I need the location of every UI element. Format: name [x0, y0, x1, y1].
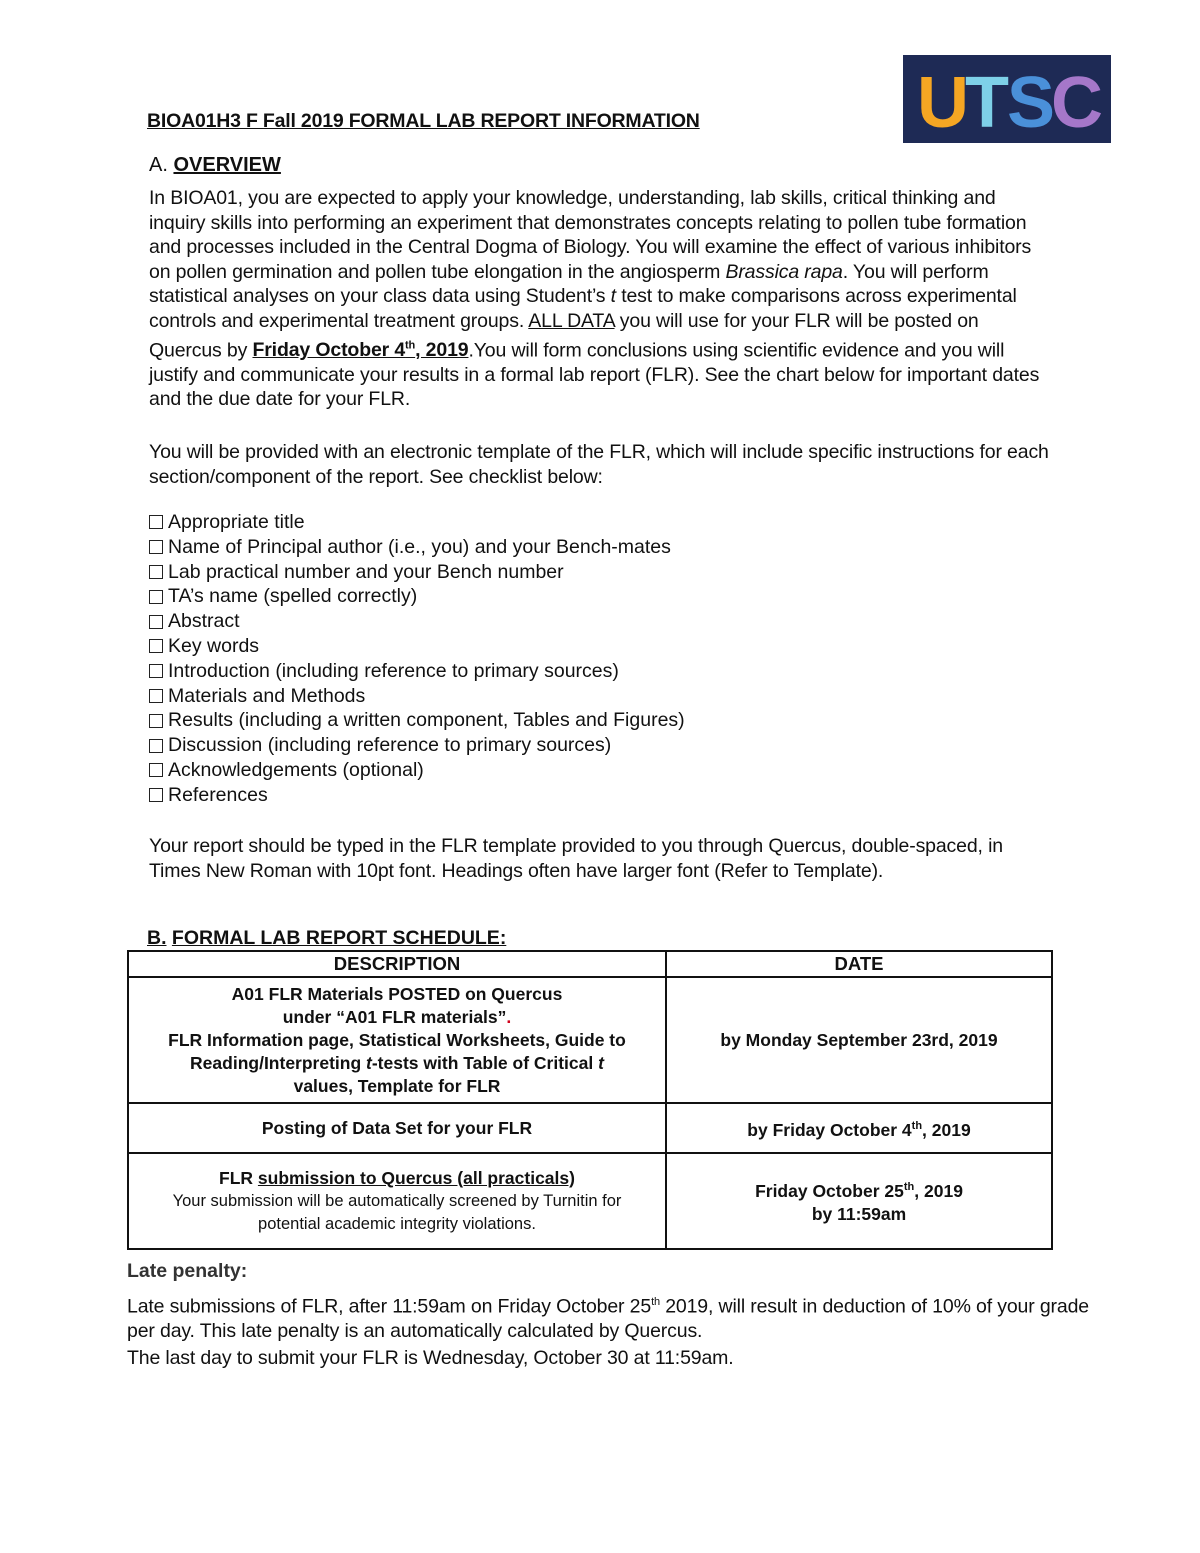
overview-text-4: you will use for your FLR will be posted on Quercus by: [149, 309, 979, 362]
utsc-logo: [903, 55, 1111, 143]
checkbox[interactable]: [149, 714, 163, 728]
row1-line4b: -tests with Table of Critical: [371, 1052, 599, 1073]
row3-date: [666, 1153, 1052, 1249]
checklist-item[interactable]: [149, 733, 685, 758]
checklist-label: Key words: [168, 634, 260, 657]
row1-t-italic: t: [366, 1052, 372, 1073]
section-b-letter: B.: [147, 927, 167, 949]
checkbox[interactable]: [149, 739, 163, 753]
checklist-item[interactable]: [149, 758, 685, 783]
row1-t-italic-2: t: [598, 1052, 604, 1073]
checklist-label: Materials and Methods: [168, 684, 366, 707]
checklist-label: TA’s name (spelled correctly): [168, 585, 418, 608]
checkbox[interactable]: [149, 615, 163, 629]
table-row: [128, 1153, 1052, 1249]
all-data-text: ALL DATA: [528, 309, 615, 332]
overview-text-2: . You will perform statistical analyses on your class data using Student’s: [149, 260, 989, 308]
checklist-item[interactable]: [149, 634, 685, 659]
row3-date-line2: by 11:59am: [811, 1203, 907, 1224]
row1-line2: under “A01 FLR materials”: [282, 1006, 507, 1027]
data-date: Friday October 4: [252, 339, 406, 362]
checklist-label: References: [168, 783, 268, 806]
checklist-item[interactable]: [149, 510, 685, 535]
checkbox[interactable]: [149, 788, 163, 802]
schedule-table: [127, 950, 1053, 1250]
row3-line1-underlined: submission to Quercus (all practicals): [257, 1167, 575, 1188]
svg-text:U: U: [917, 63, 969, 143]
row2-date-end: , 2019: [922, 1119, 971, 1140]
checklist-label: Lab practical number and your Bench number: [168, 560, 564, 583]
late-text-1: Late submissions of FLR, after 11:59am on Friday October 25: [127, 1295, 652, 1318]
row3-date-sup: th: [903, 1181, 915, 1194]
checklist-item[interactable]: [149, 584, 685, 609]
checklist-label: Name of Principal author (i.e., you) and your Bench-mates: [168, 535, 671, 558]
row1-red-dot: .: [506, 1006, 512, 1027]
data-date-end: , 2019: [415, 339, 469, 362]
checkbox[interactable]: [149, 689, 163, 703]
data-date-sup: th: [405, 339, 416, 352]
row3-date-text: Friday October 25: [755, 1180, 904, 1201]
t-italic: t: [610, 285, 616, 308]
checkbox[interactable]: [149, 540, 163, 554]
species-name: Brassica rapa: [725, 260, 843, 283]
checkbox[interactable]: [149, 639, 163, 653]
late-text-2: 2019, will result in deduction of 10% of your grade per day. This late penalty is an automatically calculated by Quercus.: [127, 1295, 1089, 1342]
row3-description: [128, 1153, 666, 1249]
svg-text:S: S: [1007, 63, 1056, 143]
checklist-item[interactable]: [149, 708, 685, 733]
late-sup: th: [651, 1296, 660, 1308]
row1-line3: FLR Information page, Statistical Worksheets, Guide to: [168, 1029, 626, 1050]
row2-date: [666, 1103, 1052, 1153]
section-a-heading: [149, 154, 281, 177]
late-penalty-heading: Late penalty:: [127, 1260, 248, 1282]
checklist-label: Results (including a written component, Tables and Figures): [168, 709, 685, 732]
row3-line2: Your submission will be automatically screened by Turnitin for: [172, 1191, 622, 1210]
table-header-row: [128, 951, 1052, 977]
overview-text-5: .You will form conclusions using scientific evidence and you will justify and communicate your results in a formal lab report (FLR). See the chart below for important dates and the due date for your FLR.: [149, 339, 1040, 411]
checkbox[interactable]: [149, 590, 163, 604]
checkbox[interactable]: [149, 763, 163, 777]
table-row: [128, 1103, 1052, 1153]
checklist-label: Discussion (including reference to primary sources): [168, 734, 612, 757]
checklist-item[interactable]: [149, 560, 685, 585]
checklist-item[interactable]: [149, 659, 685, 684]
svg-text:T: T: [965, 63, 1009, 143]
checklist-item[interactable]: [149, 684, 685, 709]
formatting-paragraph: Your report should be typed in the FLR template provided to you through Quercus, double-spaced, in Times New Roman with 10pt font. Headings often have larger font (Refer to Template).: [149, 835, 1003, 882]
checklist-item[interactable]: [149, 783, 685, 808]
overview-text-3: test to make comparisons across experimental controls and experimental treatment groups.: [149, 285, 1017, 332]
checkbox[interactable]: [149, 664, 163, 678]
row1-date: by Monday September 23rd, 2019: [666, 977, 1052, 1103]
svg-text:C: C: [1051, 63, 1103, 143]
section-a-title: OVERVIEW: [173, 154, 281, 176]
checkbox[interactable]: [149, 515, 163, 529]
document-title: BIOA01H3 F Fall 2019 FORMAL LAB REPORT INFORMATION: [147, 110, 700, 132]
checklist-label: Abstract: [168, 610, 240, 633]
header-description: DESCRIPTION: [128, 951, 666, 977]
report-checklist: [149, 510, 685, 808]
row1-line1: A01 FLR Materials POSTED on Quercus: [231, 983, 563, 1004]
row1-description: [128, 977, 666, 1103]
checkbox[interactable]: [149, 565, 163, 579]
section-b-title: FORMAL LAB REPORT SCHEDULE:: [171, 927, 507, 949]
checklist-label: Acknowledgements (optional): [168, 758, 424, 781]
row2-date-text: by Friday October 4: [747, 1119, 912, 1140]
row2-description: Posting of Data Set for your FLR: [128, 1103, 666, 1153]
section-a-letter: A.: [149, 154, 168, 176]
row3-date-end: , 2019: [914, 1180, 963, 1201]
table-row: [128, 977, 1052, 1103]
row1-line4a: Reading/Interpreting: [190, 1052, 367, 1073]
checklist-item[interactable]: [149, 609, 685, 634]
row3-line1a: FLR: [219, 1167, 258, 1188]
checklist-label: Introduction (including reference to primary sources): [168, 659, 619, 682]
row3-line3: potential academic integrity violations.: [258, 1214, 536, 1233]
header-date: DATE: [666, 951, 1052, 977]
section-b-heading: [147, 927, 506, 950]
row2-date-sup: th: [911, 1119, 923, 1132]
checklist-label: Appropriate title: [168, 511, 305, 533]
template-paragraph: You will be provided with an electronic template of the FLR, which will include specific instructions for each section/component of the report. See checklist below:: [149, 441, 1049, 488]
overview-text-1: In BIOA01, you are expected to apply your knowledge, understanding, lab skills, critical thinking and inquiry skills into performing an experiment that demonstrates concepts relating to pollen tube formation and processes included in the Central Dogma of Biology. You will examine the effect of various inhibitors on pollen germination and pollen tube elongation in the angiosperm: [149, 187, 1032, 283]
last-day-paragraph: The last day to submit your FLR is Wednesday, October 30 at 11:59am.: [127, 1347, 734, 1369]
checklist-item[interactable]: [149, 535, 685, 560]
overview-paragraph: [149, 186, 1054, 412]
late-penalty-paragraph: [127, 1290, 1117, 1344]
row1-line5: values, Template for FLR: [293, 1075, 501, 1096]
